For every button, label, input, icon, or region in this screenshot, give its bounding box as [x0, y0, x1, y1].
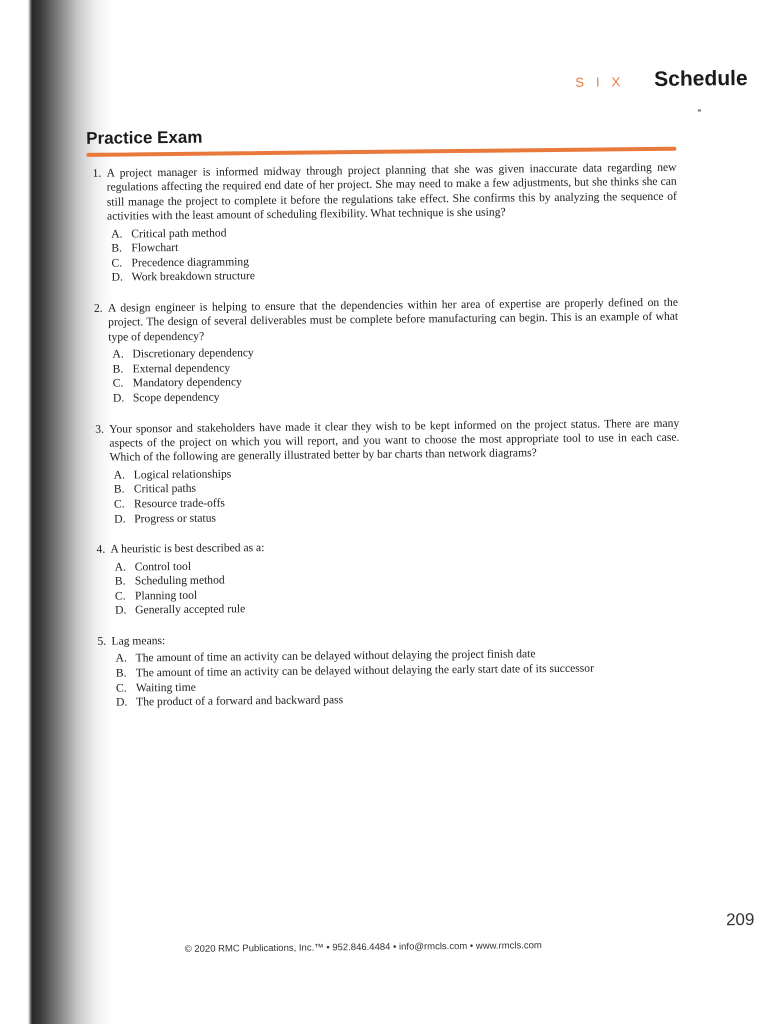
option-letter: A. [114, 560, 127, 574]
scan-speck [698, 109, 701, 111]
option-letter: C. [114, 589, 126, 603]
footer-copyright: © 2020 RMC Publications, Inc.™ • 952.846.4484 • info@rmcls.com • www.rmcls.com [184, 940, 542, 955]
section-title: Practice Exam [86, 127, 203, 148]
option-letter: A. [115, 651, 127, 665]
option-text: Mandatory dependency [132, 375, 242, 390]
option-text: External dependency [132, 361, 231, 376]
option-letter: D. [114, 512, 126, 526]
option-letter: C. [113, 497, 125, 511]
option-letter: A. [113, 468, 126, 482]
question-text: A project manager is informed midway through project planning that she was given inaccurate data regarding new regulations affecting the required end date of her project. She may need to make a few adjustments, but she thinks she can still manage the project to complete it before the regulations take effect. She confirms this by analyzing the sequence of activities with the least amount of scheduling flexibility. What technique is she using? [106, 160, 677, 223]
option-letter: B. [114, 574, 126, 588]
section-rule [86, 147, 676, 157]
option-text: Resource trade-offs [133, 496, 225, 511]
question-text: Your sponsor and stakeholders have made it clear they wish to be kept informed on the project status. There are many aspects of the project on which you will report, and you want to choose the most appropriate tool to use in each case. Which of the following are generally illustrated better by bar charts than network diagrams? [109, 416, 680, 465]
question-number: 2. [93, 301, 103, 315]
option-letter: B. [115, 666, 127, 680]
answer-options [94, 342, 679, 406]
question-4 [96, 537, 681, 619]
chapter-header [575, 67, 748, 93]
question-number: 1. [92, 166, 102, 180]
option-text: Progress or status [134, 511, 217, 526]
question-number: 3. [95, 422, 105, 436]
option-text: Critical path method [131, 226, 227, 241]
option-letter: C. [111, 256, 123, 270]
option-text: Scheduling method [134, 573, 225, 588]
option-letter: C. [115, 681, 127, 695]
question-2 [94, 296, 679, 407]
option-letter: A. [111, 227, 123, 241]
question-text: Lag means: [111, 634, 166, 648]
option-text: Work breakdown structure [131, 269, 256, 284]
answer-options [96, 463, 681, 527]
answer-options [93, 221, 678, 285]
option-letter: B. [111, 241, 123, 255]
option-letter: B. [112, 362, 124, 376]
option-letter: B. [113, 482, 125, 497]
option-letter: D. [111, 270, 124, 285]
option-text: Discretionary dependency [132, 346, 254, 361]
option-text: The amount of time an activity can be delayed without delaying the early start date of its successor [135, 661, 594, 680]
book-page [55, 0, 766, 1028]
chapter-title: Schedule [654, 66, 748, 91]
option-text: Logical relationships [133, 467, 232, 482]
option-text: Generally accepted rule [135, 602, 246, 617]
question-list [92, 161, 682, 727]
option-text: The amount of time an activity can be delayed without delaying the project finish date [135, 647, 536, 665]
chapter-number: SIX [575, 74, 633, 90]
option-letter: D. [115, 603, 127, 617]
option-text: Control tool [134, 559, 192, 574]
question-number: 4. [96, 542, 106, 556]
question-text: A heuristic is best described as a: [110, 541, 265, 556]
option-text: The product of a forward and backward pass [136, 693, 344, 709]
option-letter: D. [116, 695, 128, 709]
option-letter: C. [112, 376, 124, 391]
option-text: Flowchart [131, 241, 179, 255]
question-text: A design engineer is helping to ensure that the dependencies within her area of expertise are properly defined on the project. The design of several deliverables must be complete before manufacturing can begin. This is an example of what type of dependency? [107, 295, 679, 344]
option-text: Scope dependency [132, 390, 220, 405]
answer-options [98, 646, 683, 710]
question-3 [95, 416, 680, 527]
option-letter: D. [112, 391, 125, 405]
option-text: Precedence diagramming [131, 255, 250, 270]
question-1 [92, 161, 677, 286]
answer-options [97, 554, 682, 618]
option-letter: A. [112, 347, 124, 361]
question-5 [97, 629, 682, 711]
question-number: 5. [97, 634, 107, 648]
page-number: 209 [725, 909, 755, 930]
option-text: Planning tool [134, 588, 198, 603]
option-text: Critical paths [133, 482, 197, 496]
option-text: Waiting time [135, 680, 196, 694]
